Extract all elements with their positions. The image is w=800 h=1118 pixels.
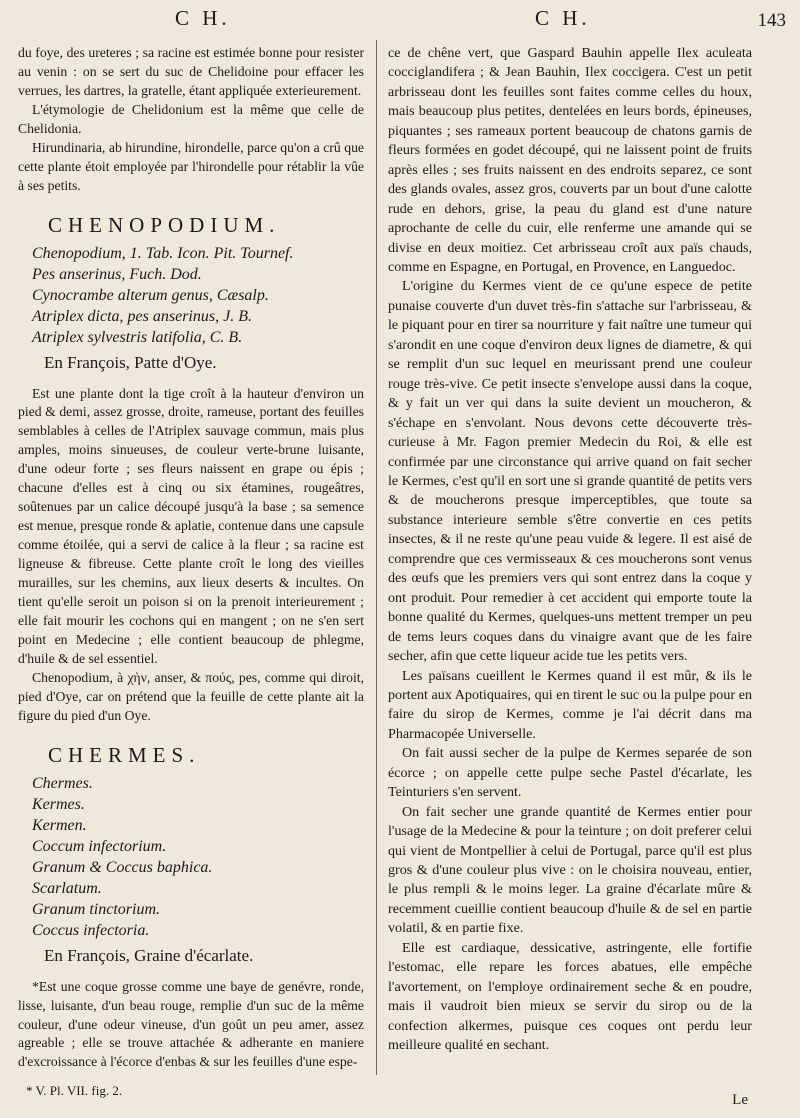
synonym: Coccus infectoria.	[32, 921, 150, 939]
synonym: Granum tinctorium.	[32, 900, 160, 918]
synonym: Coccum infectorium.	[32, 837, 167, 855]
paragraph: L'étymologie de Chelidonium est la même que celle de Chelidonia.	[18, 101, 364, 136]
paragraph: On fait aussi secher de la pulpe de Kermes separée de son écorce ; on appelle cette pulpe seche Pastel d'écarlate, les Teinturiers s'en servent.	[388, 745, 752, 801]
column-divider	[376, 40, 377, 1075]
paragraph: Les païsans cueillent le Kermes quand il est mûr, & ils le portent aux Apotiquaires, qui en tirent le suc ou la pulpe pour en faire du sirop de Kermes, comme je l'ai décrit dans ma Pharmacopée Universelle.	[388, 667, 752, 742]
french-name: En François, Patte d'Oye.	[44, 352, 217, 372]
synonym: Kermen.	[32, 816, 87, 834]
section-title-chermes: CHERMES.	[48, 742, 201, 767]
footnote: * V. Pl. VII. fig. 2.	[26, 1083, 123, 1098]
catchword: Le	[732, 1092, 748, 1108]
paragraph: *Est une coque grosse comme une baye de genévre, ronde, lisse, luisante, d'un beau rouge, remplie d'un suc de la même couleur, d'une odeur vineuse, d'un goût un peu amer, assez agreable ; elle se trouve attachée & adherante en maniere d'excroissance à l'écorce d'enbas & sur les feuilles d'une espe-	[18, 978, 364, 1070]
synonym: Scarlatum.	[32, 879, 102, 897]
synonym-list	[18, 773, 364, 941]
right-column	[388, 44, 752, 1056]
synonym: Pes anserinus, Fuch. Dod.	[32, 265, 202, 283]
section-title-chenopodium: CHENOPODIUM.	[48, 212, 281, 237]
synonym: Granum & Coccus baphica.	[32, 858, 213, 876]
paragraph: Hirundinaria, ab hirundine, hirondelle, parce qu'on a crû que cette plante étoit employée par l'hirondelle pour rétablir la vûe à ses petits.	[18, 139, 364, 193]
paragraph: ce de chêne vert, que Gaspard Bauhin appelle Ilex aculeata cocciglandifera ; & Jean Bauhin, Ilex coccigera. C'est un petit arbrisseau dont les feuilles sont faites comme celles du houx, mais beaucoup plus petites, dentelées en leurs bords, épineuses, piquantes ; ses rameaux portent beaucoup de chatons garnis de fleurs formées en godet découpé, qui ne laissent point de fruits après elles ; ses fruits naissent en des endroits separez, ce sont des glands ovales, assez gros, couverts par un bout d'une calotte rude en dehors, grise, la peau du gland est d'une nature aprochante de celle du cuir, elle renferme une amande qui se divise en deux moitiez. Cet arbrisseau croît aux païs chauds, comme en Espagne, en Portugal, en Provence, en Languedoc.	[388, 45, 752, 275]
synonym: Atriplex dicta, pes anserinus, J. B.	[32, 307, 252, 325]
running-head-left: C H.	[175, 6, 231, 30]
synonym: Chenopodium, 1. Tab. Icon. Pit. Tournef.	[32, 244, 294, 262]
paragraph: On fait secher une grande quantité de Kermes entier pour l'usage de la Medecine & pour la teinture ; on doit preferer celui qui vient de Montpellier à celui de Portugal, parce qu'il est plus gros & d'une couleur plus vive : on le choisira nouveau, entier, le plus rempli & le moins leger. La graine d'écarlate mûre & recemment cueillie contient beaucoup d'huile & de sel en partie volatil, & en partie fixe.	[388, 803, 752, 937]
french-name: En François, Graine d'écarlate.	[44, 945, 254, 965]
paragraph: L'origine du Kermes vient de ce qu'une espece de petite punaise couverte d'un duvet très-fin s'attache sur l'arbrisseau, & le piquant pour en tirer sa nourriture y fait naître une tumeur qui s'arondit en une coque d'environ deux lignes de diametre, & qui se remplit d'un suc lequel en meurissant prend une couleur rouge très-vive. Ce petit insecte s'envelope aussi dans la coque, & y fait un ver qui dans la suite devient un moucheron, & s'échape en s'envolant. Nous devons cette découverte très-curieuse à Mr. Fagon premier Medecin du Roi, & elle est confirmée par une circonstance qui arrive quand on fait secher le Kermes, c'est qu'il en sort une si grande quantité de petits vers & de moucherons presque imperceptibles, que toute sa substance interieure semble s'être convertie en ces petits insectes, & il ne reste qu'une peau vuide & legere. Il est aisé de comprendre que ces vermisseaux & ces moucherons sont venus des œufs que les premiers vers qui sont entrez dans la coque y ont produit. Pour remedier à cet accident qui emporte toute la bonne qualité du Kermes, quelques-uns mettent tremper un peu de tems leurs coques dans du vinaigre avant que de les faire secher, afin que cette liqueur acide tue les petits vers.	[388, 278, 752, 665]
paragraph: du foye, des ureteres ; sa racine est estimée bonne pour resister au venin : on se sert du suc de Chelidoine pour effacer les verrues, les dartres, la gratelle, étant appliquée exterieurement.	[18, 45, 364, 98]
paragraph: Elle est cardiaque, dessicative, astringente, elle fortifie l'estomac, elle repare les forces abatues, elle empêche l'avortement, on l'employe ordinairement seche & en poudre, mais il vaudroit bien mieux se servir du sirop ou de la confection alkermes, puisque ces coques ont perdu leur meilleure qualité en sechant.	[388, 939, 752, 1054]
synonym: Cynocrambe alterum genus, Cæsalp.	[32, 286, 269, 304]
left-column	[18, 44, 364, 1072]
synonym-list	[18, 243, 364, 348]
page-number: 143	[757, 10, 786, 31]
synonym: Atriplex sylvestris latifolia, C. B.	[32, 328, 243, 346]
running-head-right: C H.	[535, 6, 591, 30]
synonym: Chermes.	[32, 774, 93, 792]
synonym: Kermes.	[32, 795, 85, 813]
paragraph: Chenopodium, à χὴν, anser, & πούς, pes, comme qui diroit, pied d'Oye, car on prétend que la feuille de cette plante ait la figure du pied d'un Oye.	[18, 669, 364, 723]
paragraph: Est une plante dont la tige croît à la hauteur d'environ un pied & demi, assez grosse, droite, rameuse, portant des feuilles semblables à celles de l'Atriplex sauvage commun, mais plus amples, moins sinueuses, de couleur verte-brune luisante, d'une odeur forte ; ses fleurs naissent en grape ou épis ; chacune d'elles est à cinq ou six étamines, rougeâtres, soûtenues par un calice découpé jusqu'à la base ; sa semence est menue, presque ronde & aplatie, contenue dans une capsule comme étoilée, qui a servi de calice à la fleur ; sa racine est ligneuse & fibreuse. Cette plante croît le long des vieilles murailles, sur les chemins, aux lieux deserts & incultes. On tient qu'elle seroit un poison si on la prenoit interieurement ; elle fait mourir les cochons qui en mangent ; on ne s'en sert point en Medecine ; elle contient beaucoup de phlegme, d'huile & de sel essentiel.	[18, 385, 364, 666]
